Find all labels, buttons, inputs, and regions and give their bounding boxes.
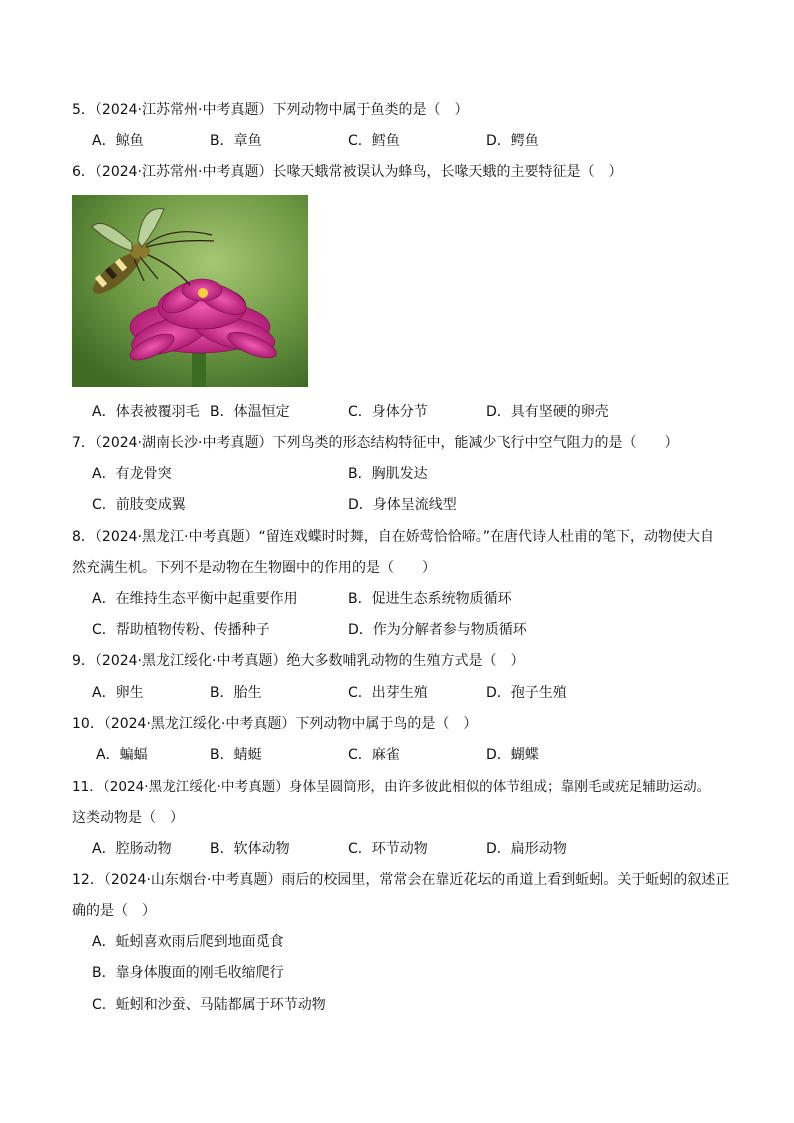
option-c: C．蚯蚓和沙蚕、马陆都属于环节动物 <box>92 997 326 1013</box>
option-b: B．蜻蜓 <box>210 747 262 763</box>
question-number: 5． <box>72 102 95 118</box>
option-a: A．卵生 <box>92 685 144 701</box>
option-c: C．身体分节 <box>348 404 428 420</box>
question-stem-line-1: （2024·山东烟台·中考真题）雨后的校园里，常常会在靠近花坛的甬道上看到蚯蚓。关于蚯蚓的叙述正 <box>103 872 730 888</box>
option-a: A．蚯蚓喜欢雨后爬到地面觅食 <box>92 934 284 950</box>
option-a: A．体表被覆羽毛 <box>92 404 200 420</box>
option-a: A．腔肠动物 <box>92 841 172 857</box>
option-b: B．靠身体腹面的刚毛收缩爬行 <box>92 965 284 981</box>
question-7 <box>72 433 678 453</box>
option-b: B．章鱼 <box>210 133 262 149</box>
option-d: D．蝴蝶 <box>486 747 539 763</box>
question-stem-line-2: 确的是（ ） <box>72 903 156 919</box>
option-b: B．胎生 <box>210 685 262 701</box>
question-stem: （2024·江苏常州·中考真题）长喙天蛾常被误认为蜂鸟，长喙天蛾的主要特征是（ ） <box>94 164 623 180</box>
question-number: 8． <box>72 529 95 545</box>
question-9 <box>72 651 524 671</box>
option-c: C．前肢变成翼 <box>92 497 186 513</box>
question-number: 6． <box>72 164 95 180</box>
question-number: 10． <box>72 716 104 732</box>
option-b: B．体温恒定 <box>210 404 290 420</box>
question-stem: （2024·江苏常州·中考真题）下列动物中属于鱼类的是（ ） <box>94 102 469 118</box>
question-stem-line-1: （2024·黑龙江·中考真题）“留连戏蝶时时舞，自在娇莺恰恰啼。”在唐代诗人杜甫的笔下，动物使大自 <box>94 529 714 545</box>
question-12 <box>72 870 729 890</box>
option-c: C．麻雀 <box>348 747 400 763</box>
option-d: D．身体呈流线型 <box>348 497 457 513</box>
option-d: D．孢子生殖 <box>486 685 567 701</box>
question-10 <box>72 714 477 734</box>
option-d: D．扁形动物 <box>486 841 567 857</box>
question-number: 7． <box>72 435 95 451</box>
option-c: C．出芽生殖 <box>348 685 428 701</box>
question-stem-line-1: （2024·黑龙江绥化·中考真题）身体呈圆筒形，由许多彼此相似的体节组成；靠刚毛或疣足辅助运动。 <box>102 779 711 795</box>
option-d: D．作为分解者参与物质循环 <box>348 622 527 638</box>
option-a: A．在维持生态平衡中起重要作用 <box>92 591 298 607</box>
option-d: D．具有坚硬的卵壳 <box>486 404 609 420</box>
question-6 <box>72 162 622 182</box>
option-c: C．帮助植物传粉、传播种子 <box>92 622 270 638</box>
hawk-moth-on-flower-photo <box>72 195 308 387</box>
question-stem: （2024·黑龙江绥化·中考真题）绝大多数哺乳动物的生殖方式是（ ） <box>94 653 525 669</box>
question-11 <box>72 777 710 797</box>
option-b: B．胸肌发达 <box>348 466 428 482</box>
question-stem-line-2: 这类动物是（ ） <box>72 810 184 826</box>
question-8 <box>72 527 714 547</box>
option-a: A．蝙蝠 <box>96 747 148 763</box>
question-number: 12． <box>72 872 104 888</box>
question-stem: （2024·黑龙江绥化·中考真题）下列动物中属于鸟的是（ ） <box>103 716 478 732</box>
question-5 <box>72 100 468 120</box>
option-a: A．鲸鱼 <box>92 133 144 149</box>
photo-illustration <box>72 195 308 387</box>
question-number: 11． <box>72 779 103 795</box>
option-c: C．环节动物 <box>348 841 428 857</box>
option-a: A．有龙骨突 <box>92 466 172 482</box>
question-stem: （2024·湖南长沙·中考真题）下列鸟类的形态结构特征中，能减少飞行中空气阻力的是（ ） <box>94 435 679 451</box>
option-b: B．软体动物 <box>210 841 290 857</box>
option-c: C．鳕鱼 <box>348 133 400 149</box>
option-d: D．鳄鱼 <box>486 133 539 149</box>
question-number: 9． <box>72 653 95 669</box>
option-b: B．促进生态系统物质循环 <box>348 591 512 607</box>
question-stem-line-2: 然充满生机。下列不是动物在生物圈中的作用的是（ ） <box>72 560 436 576</box>
